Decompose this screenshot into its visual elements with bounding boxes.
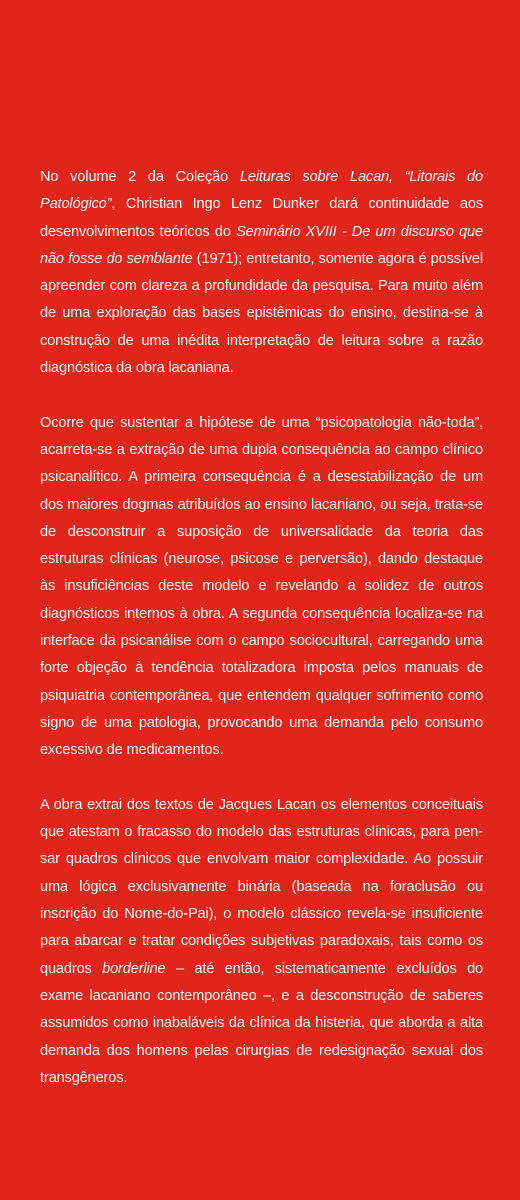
text-segment: A obra extrai dos textos de Jacques Lacan os elementos conceituais que atestam o fracasso do modelo das estruturas clínicas, para pensar quadros clínicos que envolvam maior complexidade. Ao possuir uma lógica exclusivamente binária (baseada na foraclusão ou inscrição do Nome-do-Pai), o modelo clássico revela-se insuficiente para abarcar e tratar condições subjetivas paradoxais, tais como os quadros (40, 796, 483, 977)
paragraph-2 (40, 410, 483, 765)
text-segment: No volume 2 da Coleção (40, 169, 240, 185)
seminar-title: Seminário XVIII - De um discurso que não fosse do semblante (40, 223, 483, 267)
collection-title: Leituras sobre Lacan, “Litorais do Patológico” (40, 169, 483, 213)
paragraph-1 (40, 164, 483, 382)
text-segment: (1971); entretanto, somente agora é possível apreender com clareza a profundidade da pesquisa. Para muito além de uma exploração das bases epistêmicas do ensino, destina-se à construção de uma inédita interpretação de leitura sobre a razão diagnóstica da obra lacaniana. (40, 250, 483, 377)
borderline-term: borderline (102, 960, 166, 977)
synopsis-text (40, 164, 483, 1092)
text-segment: , Christian Ingo Lenz Dunker dará continuidade aos desenvolvimentos teóricos do (40, 196, 483, 240)
text-segment: Ocorre que sustentar a hipótese de uma “psicopatologia não-toda”, acarreta-se a extração de uma dupla consequência ao campo clínico psicanalítico. A primeira consequência é a desestabilização de um dos maiores dogmas atribuídos ao ensino lacaniano, ou seja, trata-se de desconstruir a suposição de universalidade da teoria das estruturas clínicas (neurose, psicose e perversão), dando destaque às insuficiências deste modelo e revelando a solidez de outros diagnósticos internos à obra. A segunda consequência localiza-se na interface da psicanálise com o campo sociocultural, carregando uma forte objeção à tendência totalizadora imposta pelos manuais de psiquiatria contemporânea, que entendem qualquer sofrimento como signo de uma patologia, provocando uma demanda pelo consumo excessivo de medicamentos. (40, 414, 483, 759)
paragraph-3 (40, 792, 483, 1092)
text-segment: – até então, sistematicamente excluídos do exame lacaniano contemporâneo –, e a desconstrução de saberes assumidos como inabaláveis da clínica da histeria, que aborda a alta demanda dos homens pelas cirurgias de redesignação sexual dos transgêneros. (40, 960, 483, 1086)
